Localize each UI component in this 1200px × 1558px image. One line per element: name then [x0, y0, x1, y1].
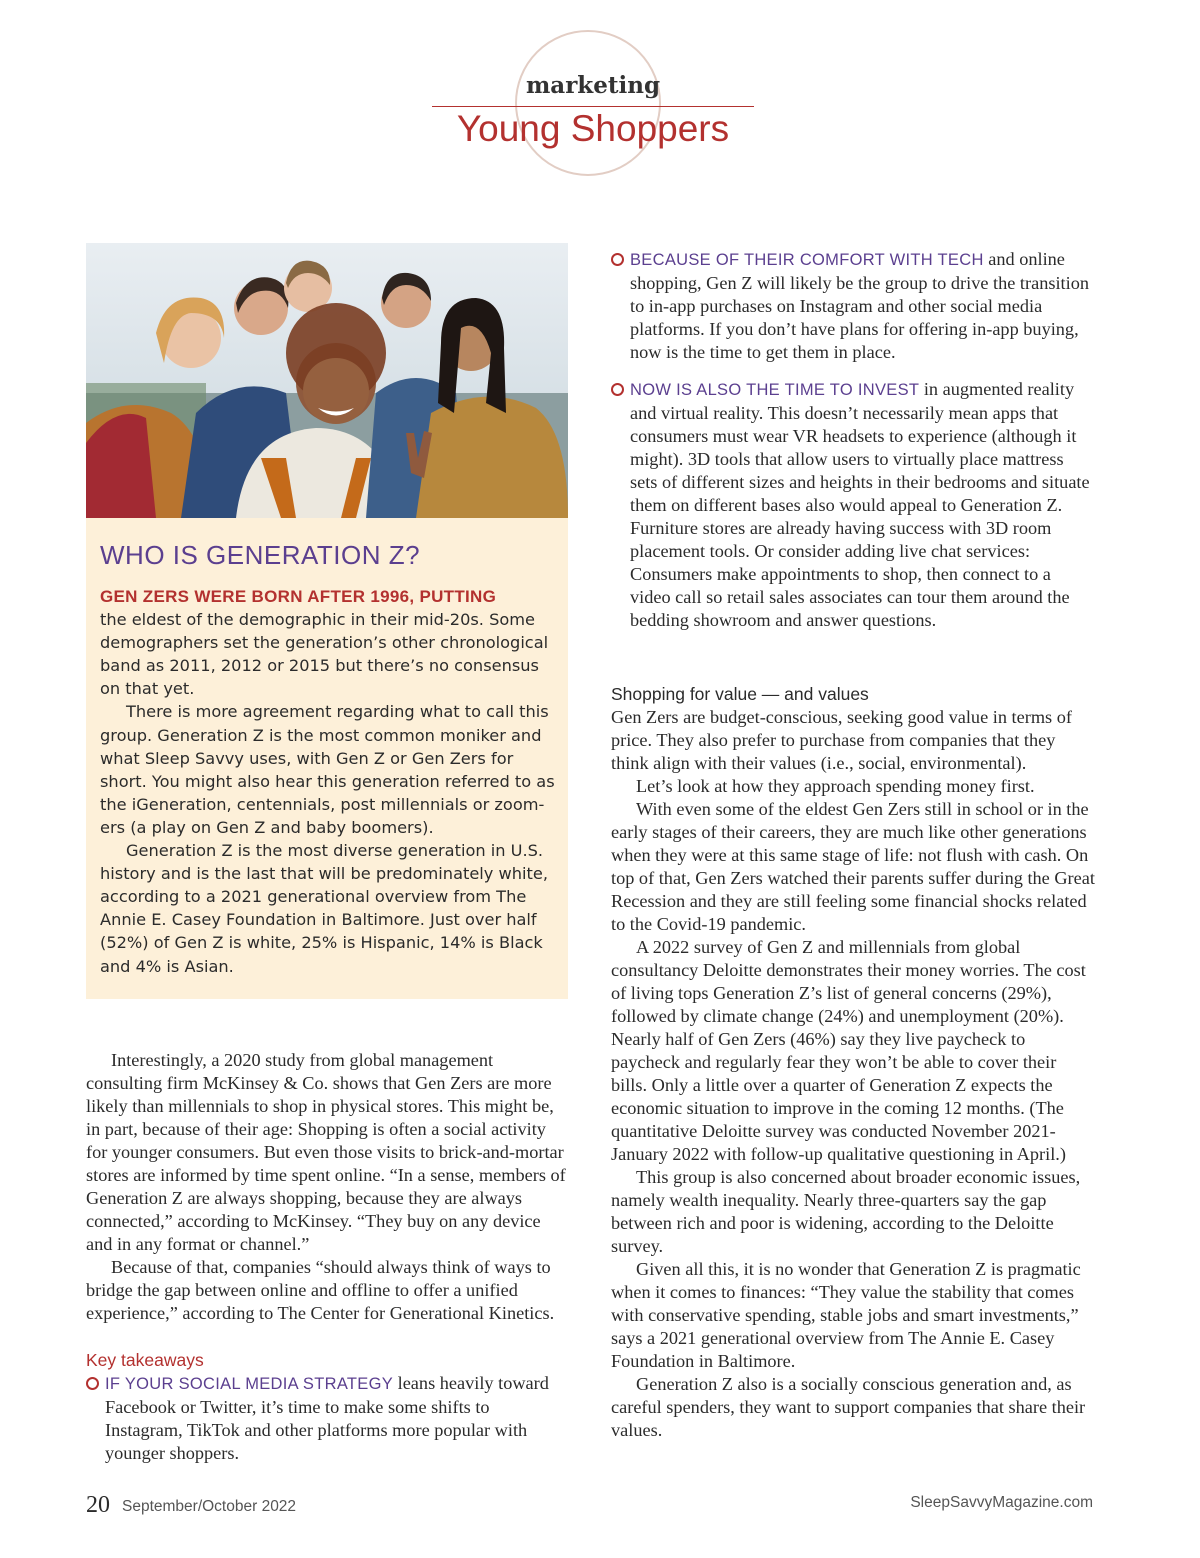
- takeaway-text: in augmented reality and virtual reality. This doesn’t necessarily mean apps that consumers must wear VR headsets to experience (although it might). 3D tools that allow users to virtually place mattress sets of different sizes and heights in their bedrooms and situate them on different bases also would appeal to Generation Z. Furniture stores are already having success with 3D room placement tools. Or consider adding live chat services: Consumers make appointments to shop, then connect to a video call so retail sales associates can tour them around the bedding showroom and answer questions.: [630, 379, 1090, 630]
- body-paragraph: Gen Zers are budget-conscious, seeking good value in terms of price. They also prefer to purchase from companies that they think align with their values (i.e., social, environmental).: [611, 707, 1072, 773]
- sidebar-paragraph: There is more agreement regarding what to call this group. Generation Z is the most common moniker and what Sleep Savvy uses, with Gen Z or Gen Zers for short. You might also hear this generation referred to as the iGeneration, centennials, post millennials or zoomers (a play on Gen Z and baby boomers).: [100, 702, 555, 837]
- bullet-circle-icon: [611, 383, 624, 396]
- bullet-circle-icon: [86, 1377, 99, 1390]
- sidebar-paragraph: Generation Z is the most diverse generation in U.S. history and is the last that will be predominately white, according to a 2021 generational overview from The Annie E. Casey Foundation in Baltimore. Just over half (52%) of Gen Z is white, 25% is Hispanic, 14% is Black and 4% is Asian.: [100, 841, 548, 976]
- takeaway-lead-in: IF YOUR SOCIAL MEDIA STRATEGY: [105, 1375, 394, 1393]
- body-paragraph: Because of that, companies “should always think of ways to bridge the gap between online and offline to offer a unified experience,” according to The Center for Generational Kinetics.: [86, 1257, 555, 1323]
- takeaway-bullet: [611, 248, 1095, 364]
- header-rule: [432, 106, 754, 107]
- body-paragraph: Let’s look at how they approach spending money first.: [636, 776, 1035, 796]
- group-photo: [86, 243, 568, 518]
- issue-date: September/October 2022: [122, 1498, 297, 1515]
- sidebar-body: [100, 585, 562, 978]
- body-paragraph: Interestingly, a 2020 study from global management consulting firm McKinsey & Co. shows that Gen Zers are more likely than millennials to shop in physical stores. This might be, in part, because of their age: Shopping is often a social activity for younger consumers. But even those visits to brick-and-mortar stores are informed by time spent online. “In a sense, members of Generation Z are always shopping, because they are always connected,” according to McKinsey. “They buy on any device and in any format or channel.”: [86, 1050, 566, 1254]
- sidebar-heading: WHO IS GENERATION Z?: [100, 540, 421, 570]
- right-column-takeaways: [611, 248, 1095, 632]
- sidebar-lead-in: GEN ZERS WERE BORN AFTER 1996, PUTTING: [100, 587, 497, 606]
- body-paragraph: A 2022 survey of Gen Z and millennials from global consultancy Deloitte demonstrates their money worries. The cost of living tops Generation Z’s list of general concerns (29%), followed by climate change (24%) and unemployment (20%). Nearly half of Gen Zers (46%) say they live paycheck to paycheck and regularly fear they won’t be able to cover their bills. Only a little over a quarter of Generation Z expects the economic situation to improve in the coming 12 months. (The quantitative Deloitte survey was conducted November 2021-January 2022 with follow-up qualitative questioning in April.): [611, 937, 1086, 1164]
- body-paragraph: This group is also concerned about broader economic issues, namely wealth inequality. Nearly three-quarters say the gap between rich and poor is widening, according to the Deloitte survey.: [611, 1167, 1081, 1256]
- right-column: [611, 683, 1095, 1442]
- page-title: Young Shoppers: [456, 108, 730, 149]
- left-column: [86, 1049, 570, 1465]
- takeaway-bullet: [86, 1372, 570, 1465]
- page-number: 20: [86, 1492, 110, 1518]
- bullet-circle-icon: [611, 253, 624, 266]
- sidebar-paragraph: [100, 585, 562, 700]
- takeaway-bullet: [611, 378, 1095, 632]
- header-ornament-circle: [515, 30, 661, 176]
- body-paragraph: Generation Z also is a socially conscious generation and, as careful spenders, they want to support companies that share their values.: [611, 1374, 1086, 1440]
- website-link[interactable]: SleepSavvyMagazine.com: [910, 1494, 1093, 1511]
- takeaway-text: and online shopping, Gen Z will likely be the group to drive the transition to in-app purchases on Instagram and other social media platforms. If you don’t have plans for offering in-app buying, now is the time to get them in place.: [630, 249, 1089, 362]
- takeaway-text: leans heavily toward Facebook or Twitter, it’s time to make some shifts to Instagram, TikTok and other platforms more popular with younger shoppers.: [105, 1373, 549, 1463]
- body-paragraph: With even some of the eldest Gen Zers still in school or in the early stages of their careers, they are much like other generations when they were at this same stage of life: not flush with cash. On top of that, Gen Zers watched their parents suffer during the Great Recession and they are still feeling some financial shocks related to the Covid-19 pandemic.: [611, 799, 1095, 934]
- takeaway-lead-in: BECAUSE OF THEIR COMFORT WITH TECH: [630, 251, 984, 269]
- body-paragraph: Given all this, it is no wonder that Generation Z is pragmatic when it comes to finances: “They value the stability that comes with conservative spending, stable jobs and smart investments,” says a 2021 generational overview from The Annie E. Casey Foundation in Baltimore.: [611, 1259, 1081, 1371]
- section-label: marketing: [525, 72, 661, 99]
- subheading: Shopping for value — and values: [611, 684, 869, 704]
- key-takeaways-heading: Key takeaways: [86, 1350, 204, 1370]
- sidebar-paragraph-text: the eldest of the demographic in their mid-20s. Some demographers set the generation’s other chronological band as 2011, 2012 or 2015 but there’s no consensus on that yet.: [100, 610, 549, 699]
- takeaway-lead-in: NOW IS ALSO THE TIME TO INVEST: [630, 381, 920, 399]
